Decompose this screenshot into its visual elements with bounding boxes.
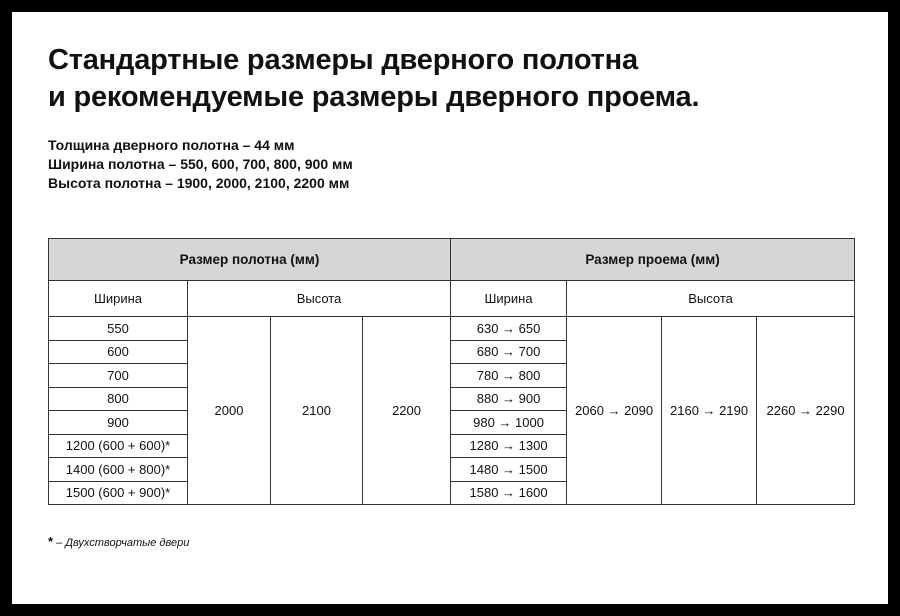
spec-height: Высота полотна – 1900, 2000, 2100, 2200 мм [48,175,350,191]
specs-block [48,136,353,193]
footnote [48,534,189,549]
col-header-leaf-height: Высота [188,281,451,317]
spec-thickness: Толщина дверного полотна – 44 мм [48,137,295,153]
opening-width-cell: 780 → 800 [451,364,567,388]
col-header-opening-height: Высота [567,281,855,317]
leaf-width-cell: 600 [49,340,188,364]
spec-width: Ширина полотна – 550, 600, 700, 800, 900 мм [48,156,353,172]
sizes-table [48,238,855,505]
opening-width-cell: 1480 → 1500 [451,458,567,482]
col-header-opening-width: Ширина [451,281,567,317]
opening-height-cell: 2060 → 2090 [567,317,662,505]
leaf-width-cell: 1500 (600 + 900)* [49,481,188,505]
leaf-width-cell: 800 [49,387,188,411]
leaf-width-cell: 700 [49,364,188,388]
group-header-leaf: Размер полотна (мм) [49,239,451,281]
document-sheet [12,12,888,604]
col-header-leaf-width: Ширина [49,281,188,317]
page-title [48,42,699,116]
leaf-width-cell: 900 [49,411,188,435]
footnote-mark: * [48,534,54,549]
footnote-text: – Двухстворчатые двери [53,537,190,549]
opening-width-cell: 1580 → 1600 [451,481,567,505]
opening-width-cell: 980 → 1000 [451,411,567,435]
opening-width-cell: 680 → 700 [451,340,567,364]
opening-width-cell: 1280 → 1300 [451,434,567,458]
leaf-width-cell: 1200 (600 + 600)* [49,434,188,458]
title-line-1: Стандартные размеры дверного полотна [48,44,638,76]
group-header-opening: Размер проема (мм) [451,239,855,281]
leaf-height-cell: 2200 [363,317,451,505]
leaf-height-cell: 2100 [271,317,363,505]
opening-height-cell: 2160 → 2190 [662,317,757,505]
opening-width-cell: 880 → 900 [451,387,567,411]
table-row [49,317,855,341]
leaf-height-cell: 2000 [188,317,271,505]
leaf-width-cell: 550 [49,317,188,341]
leaf-width-cell: 1400 (600 + 800)* [49,458,188,482]
opening-width-cell: 630 → 650 [451,317,567,341]
title-line-2: и рекомендуемые размеры дверного проема. [48,81,700,113]
opening-height-cell: 2260 → 2290 [757,317,855,505]
